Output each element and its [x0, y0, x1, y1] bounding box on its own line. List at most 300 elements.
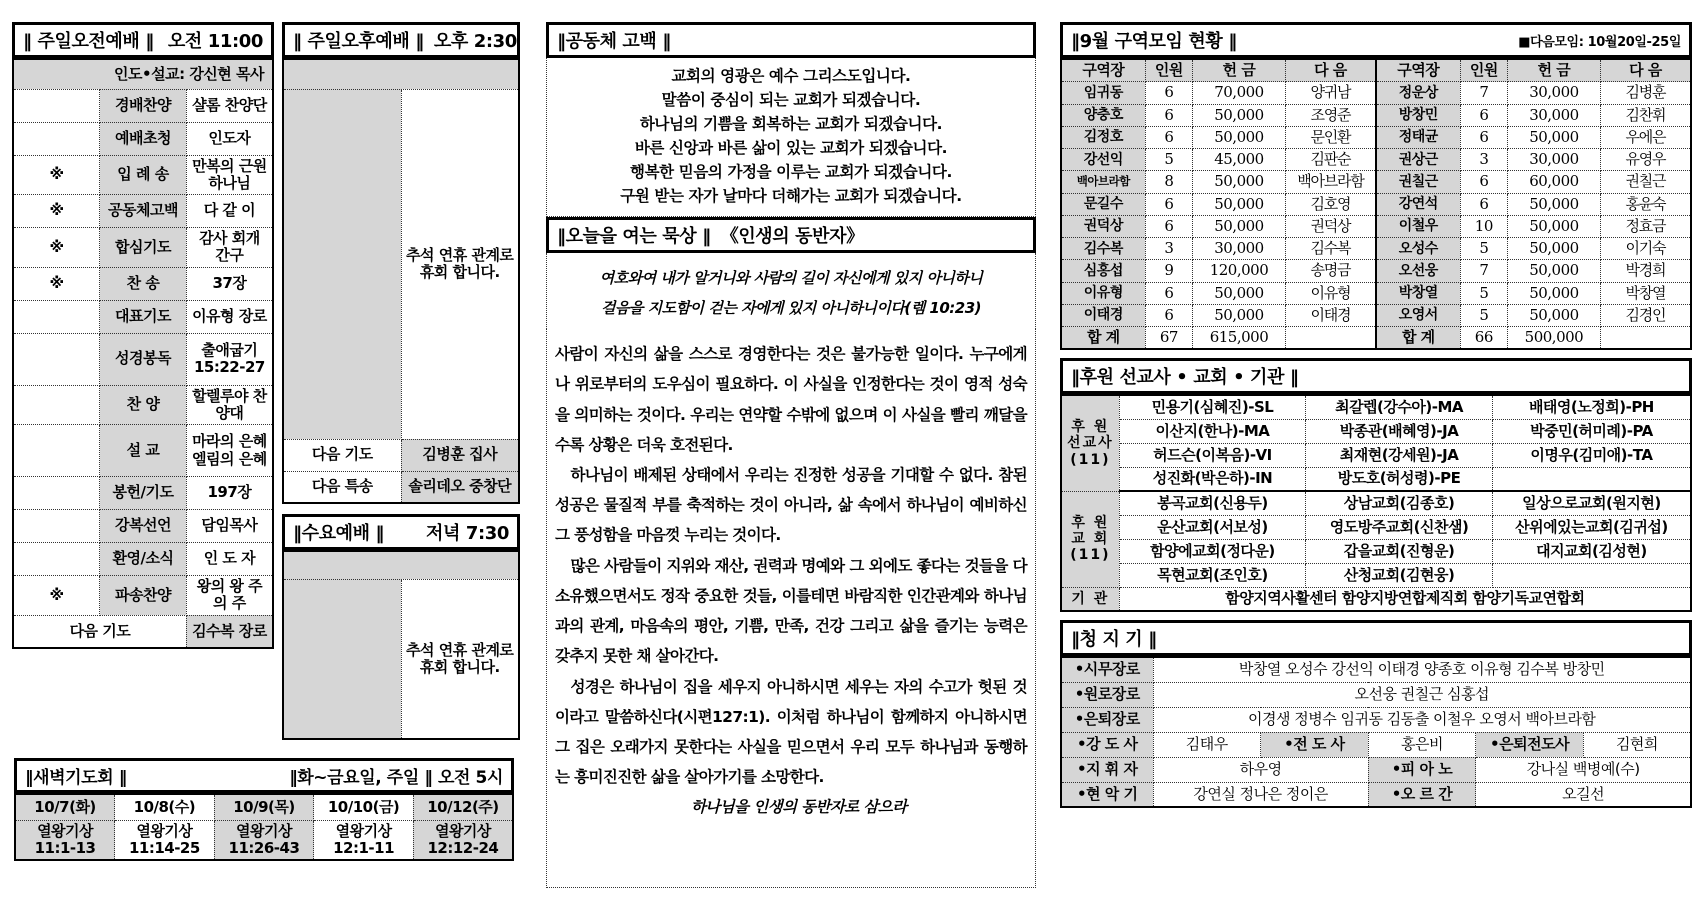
district-cell: 정태균 — [1376, 126, 1460, 148]
district-cell: 이유형 — [1285, 282, 1376, 304]
district-cell: 120,000 — [1193, 260, 1286, 282]
table-row — [13, 510, 273, 543]
district-cell: 심홍섭 — [1061, 260, 1145, 282]
district-cell: 오선웅 — [1376, 260, 1460, 282]
dawn-readings-row — [15, 820, 513, 860]
row-value: 할렐루야 찬양대 — [186, 385, 273, 425]
support-cell: 허드슨(이복음)-VI — [1119, 443, 1306, 467]
row-value: 감사 회개 간구 — [186, 228, 273, 268]
support-cell: 박중민(허미례)-PA — [1492, 419, 1691, 443]
row-item: 대표기도 — [100, 300, 187, 333]
dawn-prayer-subtitle: ‖화~금요일, 주일 ‖ 오전 5시 — [289, 768, 503, 788]
district-cell: 50,000 — [1508, 193, 1601, 215]
steward-role-label: •원로장로 — [1061, 682, 1153, 707]
table-row — [1061, 657, 1691, 682]
steward-names: 오선웅 권칠근 심홍섭 — [1153, 682, 1691, 707]
district-column-header: 인원 — [1460, 59, 1507, 82]
table-row-wednesday-notice — [283, 579, 519, 739]
district-cell: 정운상 — [1376, 82, 1460, 104]
district-cell: 박창열 — [1600, 282, 1691, 304]
dawn-prayer-header — [14, 758, 514, 793]
wednesday-notice-line1: 추석 연휴 관계로 — [406, 640, 514, 659]
row-item: 경배찬양 — [100, 89, 187, 122]
afternoon-notice-spacer — [283, 89, 401, 439]
meditation-subject: 《인생의 동반자》 — [720, 226, 864, 248]
table-row — [1061, 539, 1691, 563]
table-row — [1061, 260, 1691, 282]
district-total-cell — [1600, 327, 1691, 350]
district-cell: 김호영 — [1285, 193, 1376, 215]
district-cell: 유영우 — [1600, 149, 1691, 171]
district-total-cell: 500,000 — [1508, 327, 1601, 350]
support-cell: 민용기(심혜진)-SL — [1119, 395, 1306, 419]
support-cell: 성진화(박은하)-IN — [1119, 467, 1306, 491]
meditation-title: ‖오늘을 여는 묵상 ‖ — [557, 226, 711, 248]
table-row — [1061, 238, 1691, 260]
support-cell: 배태영(노정희)-PH — [1492, 395, 1691, 419]
support-cell: 일상으로교회(원지현) — [1492, 491, 1691, 515]
district-cell: 8 — [1145, 171, 1192, 193]
wednesday-notice-spacer — [283, 579, 401, 739]
district-cell: 50,000 — [1508, 238, 1601, 260]
row-item: 찬 송 — [100, 267, 187, 300]
row-value: 인도자 — [186, 122, 273, 155]
dawn-day: 10/7(화) — [15, 794, 115, 820]
dawn-reading: 열왕기상 12:12-24 — [413, 820, 513, 860]
row-value: 다 같 이 — [186, 195, 273, 228]
dawn-prayer-table — [14, 793, 514, 861]
row-mark: ※ — [13, 228, 100, 268]
steward-names: 박창열 오성수 강선익 이태경 양종호 이유형 김수복 방창민 — [1153, 657, 1691, 682]
row-value: 샬롬 찬양단 — [186, 89, 273, 122]
district-cell: 6 — [1145, 104, 1192, 126]
support-cell: 영도방주교회(신찬샘) — [1306, 515, 1493, 539]
district-column-header: 다 음 — [1285, 59, 1376, 82]
steward-names: 하우영 — [1153, 757, 1368, 782]
dawn-day: 10/9(목) — [214, 794, 314, 820]
row-mark — [13, 122, 100, 155]
district-column-header: 구역장 — [1061, 59, 1145, 82]
district-cell: 50,000 — [1193, 304, 1286, 326]
steward-names: 이경생 정병수 임귀동 김동출 이철우 오영서 백아브라함 — [1153, 707, 1691, 732]
district-cell: 6 — [1145, 282, 1192, 304]
table-row — [1061, 782, 1691, 807]
district-cell: 송명금 — [1285, 260, 1376, 282]
row-item: 예배초청 — [100, 122, 187, 155]
dawn-day: 10/8(수) — [115, 794, 215, 820]
dawn-prayer-title: ‖새벽기도회 ‖ — [25, 768, 127, 788]
district-cell: 권칠근 — [1600, 171, 1691, 193]
table-row — [1061, 757, 1691, 782]
district-cell: 50,000 — [1508, 282, 1601, 304]
row-value: 만복의 근원 하나님 — [186, 155, 273, 195]
district-cell: 5 — [1460, 282, 1507, 304]
district-cell: 오영서 — [1376, 304, 1460, 326]
dawn-reading: 열왕기상 12:1-11 — [314, 820, 414, 860]
district-cell: 30,000 — [1508, 82, 1601, 104]
support-group-label: 후 원 교 회 (11) — [1061, 491, 1119, 587]
row-mark — [13, 425, 100, 477]
table-row-next-prayer — [13, 615, 273, 648]
district-cell: 50,000 — [1193, 104, 1286, 126]
district-cell: 3 — [1460, 149, 1507, 171]
table-row — [13, 425, 273, 477]
district-cell: 6 — [1460, 104, 1507, 126]
district-header — [1060, 22, 1692, 58]
support-cell: 운산교회(서보성) — [1119, 515, 1306, 539]
district-cell: 50,000 — [1508, 215, 1601, 237]
support-table — [1060, 394, 1692, 612]
district-cell: 양충호 — [1061, 104, 1145, 126]
district-cell: 이철우 — [1376, 215, 1460, 237]
row-mark — [13, 89, 100, 122]
district-cell: 정효금 — [1600, 215, 1691, 237]
next-prayer-value: 김수복 장로 — [186, 615, 273, 648]
afternoon-service-title: ‖ 주일오후예배 ‖ — [293, 31, 424, 52]
table-row — [13, 477, 273, 510]
support-cell: 목현교회(조인호) — [1119, 563, 1306, 587]
district-column-header: 헌 금 — [1193, 59, 1286, 82]
table-row — [1061, 149, 1691, 171]
row-value: 담임목사 — [186, 510, 273, 543]
table-row — [1061, 419, 1691, 443]
table-row — [1061, 171, 1691, 193]
table-row — [1061, 682, 1691, 707]
district-cell: 김찬휘 — [1600, 104, 1691, 126]
agency-label: 기 관 — [1061, 587, 1119, 611]
stewards-header — [1060, 620, 1692, 656]
steward-role-label: •현 악 기 — [1061, 782, 1153, 807]
wednesday-service-time: 저녁 7:30 — [425, 523, 509, 544]
steward-role-label: •전 도 사 — [1261, 732, 1369, 757]
district-table — [1060, 58, 1692, 350]
dawn-day: 10/12(주) — [413, 794, 513, 820]
support-cell: 박종관(배혜영)-JA — [1306, 419, 1493, 443]
support-title: ‖후원 선교사 • 교회 • 기관 ‖ — [1071, 367, 1299, 389]
steward-names: 강연실 정나은 정이은 — [1153, 782, 1368, 807]
steward-role-label: •오 르 간 — [1368, 782, 1476, 807]
row-mark — [13, 510, 100, 543]
row-mark — [13, 543, 100, 576]
support-header — [1060, 358, 1692, 394]
district-cell: 30,000 — [1508, 149, 1601, 171]
row-mark — [13, 333, 100, 385]
district-cell: 6 — [1145, 193, 1192, 215]
table-row — [1061, 104, 1691, 126]
district-total-cell: 67 — [1145, 327, 1192, 350]
district-cell: 5 — [1145, 149, 1192, 171]
morning-service-time: 오전 11:00 — [167, 31, 263, 52]
meditation-body — [546, 329, 1036, 888]
row-item: 환영/소식 — [100, 543, 187, 576]
table-row — [1061, 707, 1691, 732]
table-row — [13, 155, 273, 195]
row-mark: ※ — [13, 576, 100, 616]
afternoon-notice-line1: 추석 연휴 관계로 — [406, 245, 514, 264]
steward-role-label: •은퇴전도사 — [1476, 732, 1584, 757]
district-cell: 권상근 — [1376, 149, 1460, 171]
district-cell: 5 — [1460, 238, 1507, 260]
meditation-paragraph-2: 하나님이 배제된 상태에서 우리는 진정한 성공을 기대할 수 없다. 참된 성공은 물질적 부를 축적하는 것이 아니라, 삶 속에서 하나님이 예비하신 그 풍성함을 마음껏 누리는 것이다. — [555, 465, 1027, 545]
district-cell: 6 — [1145, 215, 1192, 237]
meditation-paragraph-3: 많은 사람들이 지위와 재산, 권력과 명예와 그 외에도 좋다는 것들을 다 소유했으면서도 정작 중요한 것들, 이를테면 바람직한 인간관계와 하나님과의 관계, 마음속의 평안, 기쁨, 만족, 건강 그리고 삶을 즐기는 능력은 갖추지 못한 채 살아간다. — [555, 556, 1027, 666]
district-cell: 7 — [1460, 260, 1507, 282]
district-total-cell: 합 계 — [1376, 327, 1460, 350]
district-cell: 이유형 — [1061, 282, 1145, 304]
row-item: 봉헌/기도 — [100, 477, 187, 510]
confession-header — [546, 22, 1036, 58]
district-cell: 백아브라함 — [1285, 171, 1376, 193]
table-row-wednesday-blank-header — [283, 551, 519, 579]
district-cell: 문인환 — [1285, 126, 1376, 148]
table-row-afternoon-notice — [283, 89, 519, 439]
district-total-cell: 합 계 — [1061, 327, 1145, 350]
district-cell: 5 — [1460, 304, 1507, 326]
district-cell: 10 — [1460, 215, 1507, 237]
district-cell: 6 — [1145, 82, 1192, 104]
table-row — [13, 385, 273, 425]
confession-line: 교회의 영광은 예수 그리스도입니다. — [671, 67, 911, 85]
verse-line-2: 걸음을 지도함이 걷는 자에게 있지 아니하니이다(렘 10:23) — [600, 299, 982, 318]
confession-line: 행복한 믿음의 가정을 이루는 교회가 되겠습니다. — [630, 163, 952, 182]
district-cell: 6 — [1145, 126, 1192, 148]
district-cell: 권덕상 — [1061, 215, 1145, 237]
district-cell: 홍윤숙 — [1600, 193, 1691, 215]
district-cell: 백아브라함 — [1061, 171, 1145, 193]
district-cell: 50,000 — [1193, 215, 1286, 237]
district-column-header: 인원 — [1145, 59, 1192, 82]
confession-title: ‖공동체 고백 ‖ — [557, 31, 671, 52]
row-value: 출애굽기 15:22-27 — [186, 333, 273, 385]
row-item: 파송찬양 — [100, 576, 187, 616]
meditation-closing: 하나님을 인생의 동반자로 삼으라 — [690, 798, 907, 817]
support-cell: 최재현(강세원)-JA — [1306, 443, 1493, 467]
afternoon-notice — [401, 89, 519, 439]
row-value: 인 도 자 — [186, 543, 273, 576]
afternoon-next-prayer-label: 다음 기도 — [283, 439, 401, 471]
district-total-cell: 615,000 — [1193, 327, 1286, 350]
district-cell: 김판순 — [1285, 149, 1376, 171]
confession-line: 하나님의 기쁨을 회복하는 교회가 되겠습니다. — [639, 115, 943, 134]
table-row — [13, 122, 273, 155]
district-next-meeting: ■다음모임: 10월20일-25일 — [1518, 34, 1681, 50]
steward-names: 홍은비 — [1368, 732, 1476, 757]
column-confession-meditation — [546, 22, 1036, 888]
wednesday-blank-cell — [283, 551, 519, 579]
row-item: 성경봉독 — [100, 333, 187, 385]
row-item: 공동체고백 — [100, 195, 187, 228]
row-value: 37장 — [186, 267, 273, 300]
support-group-label: 후 원 선교사 (11) — [1061, 395, 1119, 491]
afternoon-service-time: 오후 2:30 — [433, 31, 517, 52]
steward-names: 김현희 — [1583, 732, 1691, 757]
row-item: 강복선언 — [100, 510, 187, 543]
meditation-verse — [546, 253, 1036, 329]
row-item: 찬 양 — [100, 385, 187, 425]
district-cell: 30,000 — [1508, 104, 1601, 126]
table-row-afternoon-next-special — [283, 471, 519, 503]
district-cell: 70,000 — [1193, 82, 1286, 104]
district-cell: 박창열 — [1376, 282, 1460, 304]
district-cell: 강연석 — [1376, 193, 1460, 215]
table-row — [1061, 193, 1691, 215]
district-cell: 강선익 — [1061, 149, 1145, 171]
afternoon-next-special-label: 다음 특송 — [283, 471, 401, 503]
support-cell: 함양에교회(정다운) — [1119, 539, 1306, 563]
district-cell: 문길수 — [1061, 193, 1145, 215]
district-header-row — [1061, 59, 1691, 82]
district-cell: 박경희 — [1600, 260, 1691, 282]
meditation-paragraph-1: 사람이 자신의 삶을 스스로 경영한다는 것은 불가능한 일이다. 누구에게나 위로부터의 도우심이 필요하다. 이 사실을 인정한다는 것이 영적 성숙을 의미하는 것이다. 우리는 연약할 수밖에 없으며 이 사실을 빨리 깨달을수록 상황은 더욱 호전된다. — [555, 345, 1027, 454]
table-row — [1061, 467, 1691, 491]
district-cell: 9 — [1145, 260, 1192, 282]
table-row — [1061, 443, 1691, 467]
support-cell — [1492, 467, 1691, 491]
table-row — [13, 195, 273, 228]
row-mark: ※ — [13, 267, 100, 300]
district-cell: 6 — [1460, 171, 1507, 193]
afternoon-next-prayer-value: 김병훈 집사 — [401, 439, 519, 471]
row-mark: ※ — [13, 195, 100, 228]
morning-service-title: ‖ 주일오전예배 ‖ — [23, 31, 154, 52]
district-cell: 30,000 — [1193, 238, 1286, 260]
afternoon-service-table — [282, 58, 520, 504]
district-cell: 김병훈 — [1600, 82, 1691, 104]
district-cell: 김경인 — [1600, 304, 1691, 326]
wednesday-service-header — [282, 514, 520, 550]
district-cell: 조영준 — [1285, 104, 1376, 126]
district-cell: 우에은 — [1600, 126, 1691, 148]
steward-names: 오길선 — [1476, 782, 1691, 807]
district-cell: 7 — [1460, 82, 1507, 104]
support-cell: 대지교회(김성현) — [1492, 539, 1691, 563]
district-cell: 50,000 — [1193, 282, 1286, 304]
table-row-afternoon-next-prayer — [283, 439, 519, 471]
confession-line: 말씀이 중심이 되는 교회가 되겠습니다. — [661, 91, 921, 110]
steward-role-label: •강 도 사 — [1061, 732, 1153, 757]
morning-service-header — [12, 22, 274, 58]
meditation-paragraph-4: 성경은 하나님이 집을 세우지 아니하시면 세우는 자의 수고가 헛된 것이라고 말씀하신다(시편127:1). 이처럼 하나님이 함께하지 아니하시면 그 집은 오래가지 못한다는 사실을 믿으면서 우리 모두 하나님과 동행하는 흥미진진한 삶을 살아가기를 소망한다. — [555, 677, 1027, 787]
table-row — [1061, 732, 1691, 757]
row-item: 입 례 송 — [100, 155, 187, 195]
district-cell: 50,000 — [1193, 126, 1286, 148]
support-cell: 갑을교회(진형운) — [1306, 539, 1493, 563]
table-row — [1061, 215, 1691, 237]
table-row — [1061, 491, 1691, 515]
row-mark: ※ — [13, 155, 100, 195]
support-cell: 산위에있는교회(김귀섭) — [1492, 515, 1691, 539]
district-cell: 권칠근 — [1376, 171, 1460, 193]
district-cell: 김수복 — [1285, 238, 1376, 260]
row-item: 설 교 — [100, 425, 187, 477]
confession-line: 구원 받는 자가 날마다 더해가는 교회가 되겠습니다. — [620, 187, 962, 206]
district-total-cell — [1285, 327, 1376, 350]
table-row — [1061, 82, 1691, 104]
table-row-leader — [13, 59, 273, 89]
steward-role-label: •지 휘 자 — [1061, 757, 1153, 782]
district-cell: 6 — [1460, 126, 1507, 148]
steward-role-label: •시무장로 — [1061, 657, 1153, 682]
steward-role-label: •피 아 노 — [1368, 757, 1476, 782]
dawn-reading: 열왕기상 11:26-43 — [214, 820, 314, 860]
support-cell: 상남교회(김종호) — [1306, 491, 1493, 515]
district-cell: 임귀동 — [1061, 82, 1145, 104]
support-cell: 이산지(한나)-MA — [1119, 419, 1306, 443]
district-cell: 이태경 — [1061, 304, 1145, 326]
column-district-support-stewards — [1060, 22, 1692, 888]
meditation-header — [546, 217, 1036, 253]
support-cell — [1492, 563, 1691, 587]
table-row — [13, 300, 273, 333]
dawn-days-row — [15, 794, 513, 820]
steward-role-label: •은퇴장로 — [1061, 707, 1153, 732]
district-cell: 김수복 — [1061, 238, 1145, 260]
district-cell: 3 — [1145, 238, 1192, 260]
district-cell: 이태경 — [1285, 304, 1376, 326]
dawn-reading: 열왕기상 11:1-13 — [15, 820, 115, 860]
leader-preacher-line: 인도•설교: 강신현 목사 — [13, 59, 273, 89]
table-row — [1061, 515, 1691, 539]
table-row-afternoon-blank-header — [283, 59, 519, 89]
table-row — [13, 228, 273, 268]
district-column-header: 헌 금 — [1508, 59, 1601, 82]
table-row — [13, 267, 273, 300]
district-cell: 50,000 — [1508, 260, 1601, 282]
afternoon-service-header — [282, 22, 520, 58]
support-cell: 최갈렙(강수아)-MA — [1306, 395, 1493, 419]
support-cell: 산청교회(김현웅) — [1306, 563, 1493, 587]
confession-body — [546, 58, 1036, 217]
wednesday-notice — [401, 579, 519, 739]
table-row — [13, 543, 273, 576]
support-cell: 봉곡교회(신용두) — [1119, 491, 1306, 515]
wednesday-service-table — [282, 550, 520, 740]
stewards-title: ‖청 지 기 ‖ — [1071, 629, 1157, 651]
wednesday-service-title: ‖수요예배 ‖ — [293, 523, 385, 544]
dawn-day: 10/10(금) — [314, 794, 414, 820]
afternoon-next-special-value: 솔리데오 중창단 — [401, 471, 519, 503]
district-column-header: 다 음 — [1600, 59, 1691, 82]
dawn-reading: 열왕기상 11:14-25 — [115, 820, 215, 860]
district-column-header: 구역장 — [1376, 59, 1460, 82]
row-mark — [13, 300, 100, 333]
row-value: 마라의 은혜 엘림의 은혜 — [186, 425, 273, 477]
district-cell: 오성수 — [1376, 238, 1460, 260]
district-cell: 50,000 — [1193, 171, 1286, 193]
district-cell: 6 — [1460, 193, 1507, 215]
district-title: ‖9월 구역모임 현황 ‖ — [1071, 31, 1237, 52]
morning-service-table — [12, 58, 274, 649]
verse-line-1: 여호와여 내가 알거니와 사람의 길이 자신에게 있지 아니하니 — [599, 269, 983, 288]
district-cell: 50,000 — [1508, 126, 1601, 148]
row-mark — [13, 477, 100, 510]
dawn-prayer-section — [14, 758, 514, 861]
district-cell: 권덕상 — [1285, 215, 1376, 237]
district-cell: 양귀남 — [1285, 82, 1376, 104]
district-cell: 6 — [1145, 304, 1192, 326]
next-prayer-label: 다음 기도 — [13, 615, 186, 648]
district-total-row — [1061, 327, 1691, 350]
steward-names: 강나실 백병예(수) — [1476, 757, 1691, 782]
table-row — [1061, 126, 1691, 148]
district-cell: 50,000 — [1193, 193, 1286, 215]
row-value: 이유형 장로 — [186, 300, 273, 333]
row-value: 왕의 왕 주의 주 — [186, 576, 273, 616]
wednesday-notice-line2: 휴회 합니다. — [419, 657, 500, 676]
stewards-table — [1060, 656, 1692, 808]
district-cell: 방창민 — [1376, 104, 1460, 126]
district-cell: 김정호 — [1061, 126, 1145, 148]
